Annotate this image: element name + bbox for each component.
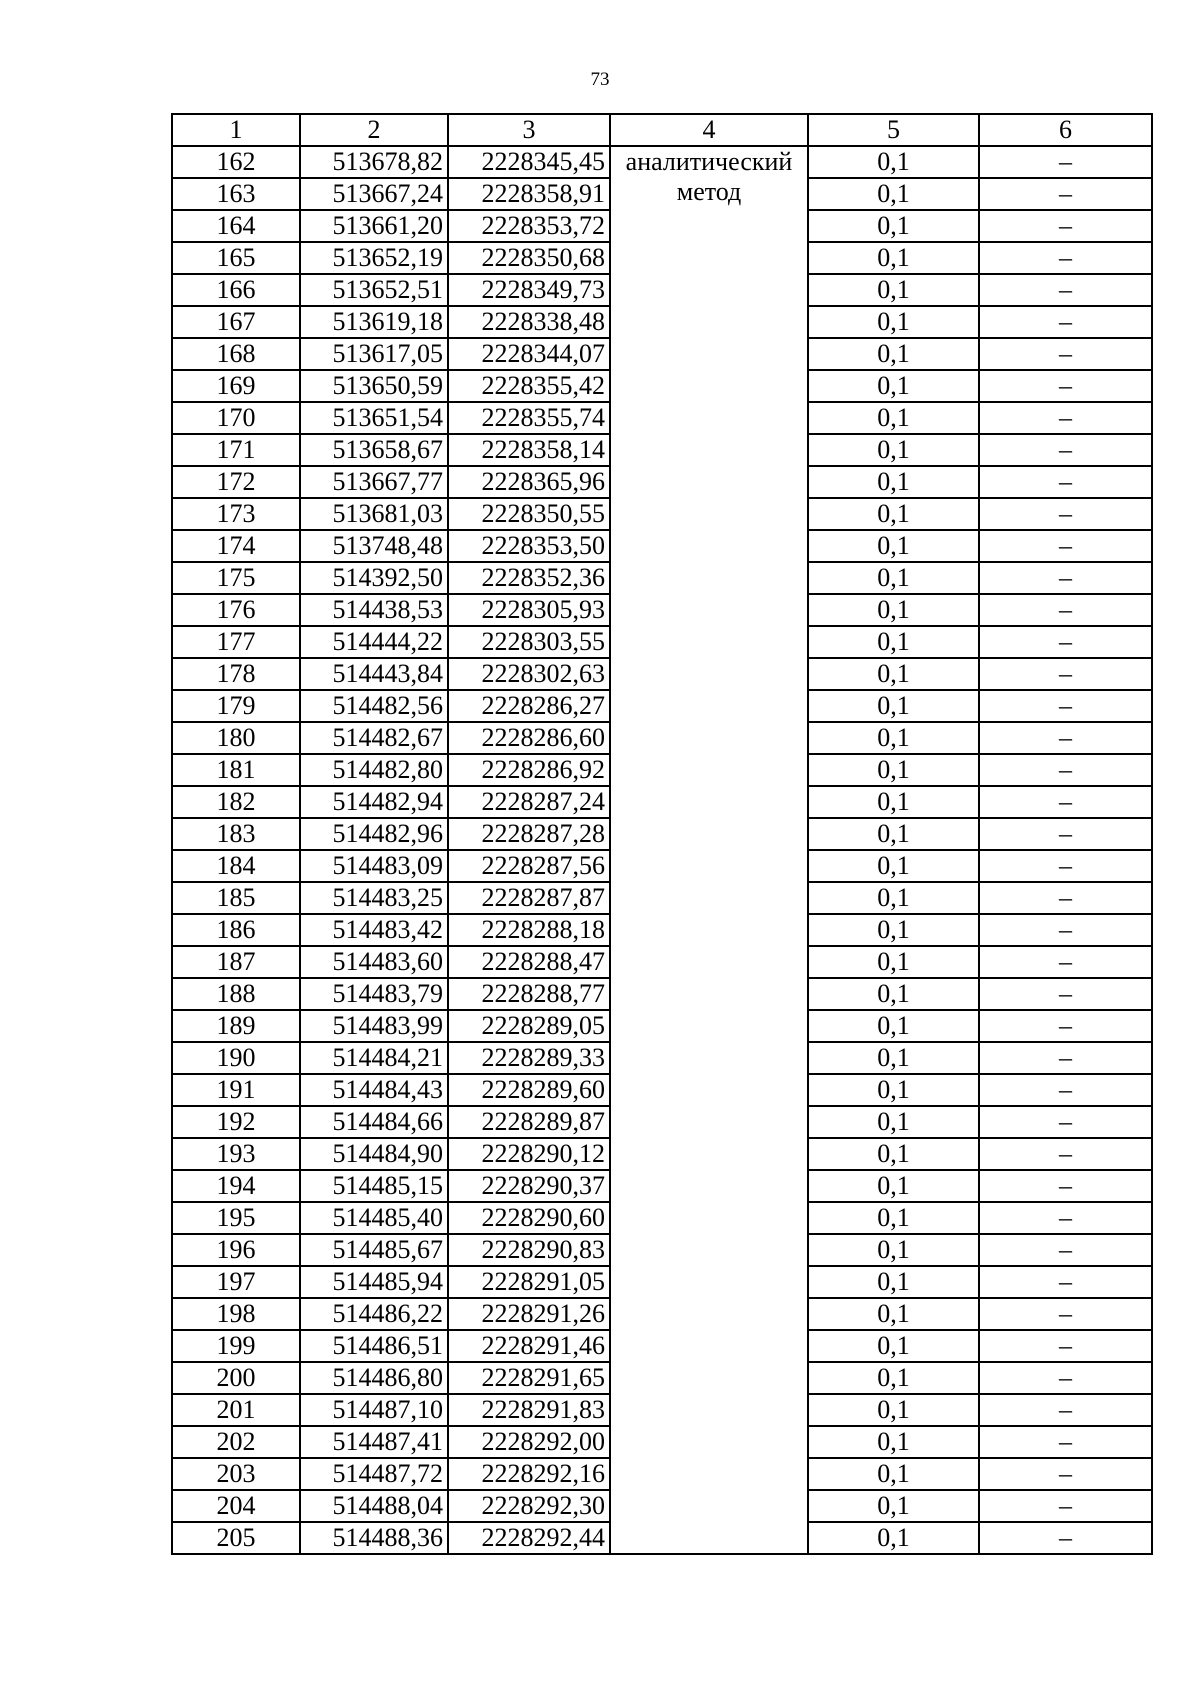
point-number-cell: 182	[172, 786, 300, 818]
dash-cell: –	[979, 1138, 1152, 1170]
x-coordinate-cell: 514482,96	[300, 818, 448, 850]
x-coordinate-cell: 514486,51	[300, 1330, 448, 1362]
accuracy-cell: 0,1	[808, 1394, 979, 1426]
x-coordinate-cell: 514483,79	[300, 978, 448, 1010]
point-number-cell: 178	[172, 658, 300, 690]
dash-cell: –	[979, 850, 1152, 882]
x-coordinate-cell: 514488,04	[300, 1490, 448, 1522]
dash-cell: –	[979, 1042, 1152, 1074]
y-coordinate-cell: 2228290,60	[448, 1202, 610, 1234]
x-coordinate-cell: 514484,90	[300, 1138, 448, 1170]
y-coordinate-cell: 2228355,74	[448, 402, 610, 434]
dash-cell: –	[979, 1362, 1152, 1394]
point-number-cell: 172	[172, 466, 300, 498]
y-coordinate-cell: 2228291,26	[448, 1298, 610, 1330]
x-coordinate-cell: 514483,09	[300, 850, 448, 882]
dash-cell: –	[979, 978, 1152, 1010]
dash-cell: –	[979, 786, 1152, 818]
y-coordinate-cell: 2228345,45	[448, 146, 610, 178]
accuracy-cell: 0,1	[808, 1074, 979, 1106]
y-coordinate-cell: 2228353,50	[448, 530, 610, 562]
y-coordinate-cell: 2228292,00	[448, 1426, 610, 1458]
column-header-1: 1	[172, 114, 300, 146]
accuracy-cell: 0,1	[808, 178, 979, 210]
column-header-2: 2	[300, 114, 448, 146]
method-label: аналитический метод	[625, 147, 793, 206]
page-number: 73	[590, 69, 610, 90]
x-coordinate-cell: 514392,50	[300, 562, 448, 594]
y-coordinate-cell: 2228288,77	[448, 978, 610, 1010]
dash-cell: –	[979, 1010, 1152, 1042]
table-body	[172, 146, 1152, 1554]
point-number-cell: 196	[172, 1234, 300, 1266]
accuracy-cell: 0,1	[808, 146, 979, 178]
dash-cell: –	[979, 402, 1152, 434]
dash-cell: –	[979, 466, 1152, 498]
accuracy-cell: 0,1	[808, 690, 979, 722]
dash-cell: –	[979, 882, 1152, 914]
accuracy-cell: 0,1	[808, 1042, 979, 1074]
point-number-cell: 175	[172, 562, 300, 594]
accuracy-cell: 0,1	[808, 1106, 979, 1138]
x-coordinate-cell: 514484,66	[300, 1106, 448, 1138]
x-coordinate-cell: 513651,54	[300, 402, 448, 434]
accuracy-cell: 0,1	[808, 1234, 979, 1266]
point-number-cell: 195	[172, 1202, 300, 1234]
point-number-cell: 162	[172, 146, 300, 178]
x-coordinate-cell: 514483,60	[300, 946, 448, 978]
y-coordinate-cell: 2228289,05	[448, 1010, 610, 1042]
point-number-cell: 194	[172, 1170, 300, 1202]
y-coordinate-cell: 2228287,24	[448, 786, 610, 818]
point-number-cell: 198	[172, 1298, 300, 1330]
point-number-cell: 167	[172, 306, 300, 338]
point-number-cell: 169	[172, 370, 300, 402]
accuracy-cell: 0,1	[808, 1170, 979, 1202]
accuracy-cell: 0,1	[808, 978, 979, 1010]
table-header	[172, 114, 1152, 146]
accuracy-cell: 0,1	[808, 818, 979, 850]
x-coordinate-cell: 514483,99	[300, 1010, 448, 1042]
y-coordinate-cell: 2228289,87	[448, 1106, 610, 1138]
dash-cell: –	[979, 1426, 1152, 1458]
coordinates-table	[171, 113, 1153, 1555]
point-number-cell: 188	[172, 978, 300, 1010]
dash-cell: –	[979, 1234, 1152, 1266]
point-number-cell: 204	[172, 1490, 300, 1522]
accuracy-cell: 0,1	[808, 210, 979, 242]
y-coordinate-cell: 2228287,87	[448, 882, 610, 914]
point-number-cell: 197	[172, 1266, 300, 1298]
column-header-4: 4	[610, 114, 808, 146]
accuracy-cell: 0,1	[808, 626, 979, 658]
dash-cell: –	[979, 562, 1152, 594]
accuracy-cell: 0,1	[808, 338, 979, 370]
x-coordinate-cell: 513748,48	[300, 530, 448, 562]
accuracy-cell: 0,1	[808, 754, 979, 786]
table-row	[172, 146, 1152, 178]
method-cell	[610, 146, 808, 1554]
dash-cell: –	[979, 242, 1152, 274]
y-coordinate-cell: 2228290,12	[448, 1138, 610, 1170]
accuracy-cell: 0,1	[808, 1490, 979, 1522]
x-coordinate-cell: 514485,40	[300, 1202, 448, 1234]
x-coordinate-cell: 513652,51	[300, 274, 448, 306]
x-coordinate-cell: 514484,43	[300, 1074, 448, 1106]
accuracy-cell: 0,1	[808, 1522, 979, 1554]
accuracy-cell: 0,1	[808, 1362, 979, 1394]
x-coordinate-cell: 514482,94	[300, 786, 448, 818]
point-number-cell: 199	[172, 1330, 300, 1362]
accuracy-cell: 0,1	[808, 882, 979, 914]
dash-cell: –	[979, 1074, 1152, 1106]
point-number-cell: 187	[172, 946, 300, 978]
y-coordinate-cell: 2228305,93	[448, 594, 610, 626]
accuracy-cell: 0,1	[808, 594, 979, 626]
y-coordinate-cell: 2228291,83	[448, 1394, 610, 1426]
x-coordinate-cell: 513652,19	[300, 242, 448, 274]
point-number-cell: 180	[172, 722, 300, 754]
x-coordinate-cell: 514487,10	[300, 1394, 448, 1426]
accuracy-cell: 0,1	[808, 1138, 979, 1170]
accuracy-cell: 0,1	[808, 562, 979, 594]
x-coordinate-cell: 514486,22	[300, 1298, 448, 1330]
x-coordinate-cell: 513619,18	[300, 306, 448, 338]
dash-cell: –	[979, 1490, 1152, 1522]
column-header-3: 3	[448, 114, 610, 146]
x-coordinate-cell: 514485,15	[300, 1170, 448, 1202]
dash-cell: –	[979, 498, 1152, 530]
accuracy-cell: 0,1	[808, 658, 979, 690]
dash-cell: –	[979, 1458, 1152, 1490]
x-coordinate-cell: 514486,80	[300, 1362, 448, 1394]
y-coordinate-cell: 2228358,14	[448, 434, 610, 466]
point-number-cell: 200	[172, 1362, 300, 1394]
x-coordinate-cell: 514444,22	[300, 626, 448, 658]
x-coordinate-cell: 513661,20	[300, 210, 448, 242]
dash-cell: –	[979, 1266, 1152, 1298]
x-coordinate-cell: 513678,82	[300, 146, 448, 178]
accuracy-cell: 0,1	[808, 722, 979, 754]
point-number-cell: 201	[172, 1394, 300, 1426]
x-coordinate-cell: 514483,42	[300, 914, 448, 946]
y-coordinate-cell: 2228352,36	[448, 562, 610, 594]
y-coordinate-cell: 2228350,55	[448, 498, 610, 530]
x-coordinate-cell: 514484,21	[300, 1042, 448, 1074]
x-coordinate-cell: 514487,41	[300, 1426, 448, 1458]
point-number-cell: 190	[172, 1042, 300, 1074]
dash-cell: –	[979, 338, 1152, 370]
accuracy-cell: 0,1	[808, 1298, 979, 1330]
dash-cell: –	[979, 370, 1152, 402]
y-coordinate-cell: 2228286,27	[448, 690, 610, 722]
y-coordinate-cell: 2228358,91	[448, 178, 610, 210]
accuracy-cell: 0,1	[808, 1202, 979, 1234]
accuracy-cell: 0,1	[808, 1426, 979, 1458]
point-number-cell: 193	[172, 1138, 300, 1170]
accuracy-cell: 0,1	[808, 1266, 979, 1298]
x-coordinate-cell: 514482,80	[300, 754, 448, 786]
y-coordinate-cell: 2228292,44	[448, 1522, 610, 1554]
point-number-cell: 171	[172, 434, 300, 466]
accuracy-cell: 0,1	[808, 370, 979, 402]
y-coordinate-cell: 2228338,48	[448, 306, 610, 338]
accuracy-cell: 0,1	[808, 530, 979, 562]
dash-cell: –	[979, 274, 1152, 306]
header-row	[172, 114, 1152, 146]
accuracy-cell: 0,1	[808, 946, 979, 978]
point-number-cell: 168	[172, 338, 300, 370]
x-coordinate-cell: 513650,59	[300, 370, 448, 402]
dash-cell: –	[979, 178, 1152, 210]
accuracy-cell: 0,1	[808, 914, 979, 946]
y-coordinate-cell: 2228291,65	[448, 1362, 610, 1394]
y-coordinate-cell: 2228344,07	[448, 338, 610, 370]
y-coordinate-cell: 2228289,33	[448, 1042, 610, 1074]
y-coordinate-cell: 2228287,56	[448, 850, 610, 882]
point-number-cell: 186	[172, 914, 300, 946]
dash-cell: –	[979, 1202, 1152, 1234]
point-number-cell: 181	[172, 754, 300, 786]
accuracy-cell: 0,1	[808, 434, 979, 466]
x-coordinate-cell: 514485,94	[300, 1266, 448, 1298]
point-number-cell: 205	[172, 1522, 300, 1554]
x-coordinate-cell: 513667,24	[300, 178, 448, 210]
column-header-5: 5	[808, 114, 979, 146]
accuracy-cell: 0,1	[808, 466, 979, 498]
y-coordinate-cell: 2228302,63	[448, 658, 610, 690]
dash-cell: –	[979, 594, 1152, 626]
point-number-cell: 176	[172, 594, 300, 626]
accuracy-cell: 0,1	[808, 1458, 979, 1490]
dash-cell: –	[979, 530, 1152, 562]
point-number-cell: 166	[172, 274, 300, 306]
y-coordinate-cell: 2228365,96	[448, 466, 610, 498]
dash-cell: –	[979, 914, 1152, 946]
dash-cell: –	[979, 1394, 1152, 1426]
point-number-cell: 203	[172, 1458, 300, 1490]
y-coordinate-cell: 2228303,55	[448, 626, 610, 658]
point-number-cell: 173	[172, 498, 300, 530]
y-coordinate-cell: 2228291,46	[448, 1330, 610, 1362]
point-number-cell: 183	[172, 818, 300, 850]
accuracy-cell: 0,1	[808, 850, 979, 882]
x-coordinate-cell: 514488,36	[300, 1522, 448, 1554]
point-number-cell: 189	[172, 1010, 300, 1042]
x-coordinate-cell: 513681,03	[300, 498, 448, 530]
x-coordinate-cell: 514438,53	[300, 594, 448, 626]
y-coordinate-cell: 2228353,72	[448, 210, 610, 242]
dash-cell: –	[979, 754, 1152, 786]
y-coordinate-cell: 2228290,37	[448, 1170, 610, 1202]
point-number-cell: 179	[172, 690, 300, 722]
y-coordinate-cell: 2228291,05	[448, 1266, 610, 1298]
y-coordinate-cell: 2228355,42	[448, 370, 610, 402]
accuracy-cell: 0,1	[808, 274, 979, 306]
accuracy-cell: 0,1	[808, 1330, 979, 1362]
point-number-cell: 191	[172, 1074, 300, 1106]
y-coordinate-cell: 2228292,30	[448, 1490, 610, 1522]
point-number-cell: 192	[172, 1106, 300, 1138]
x-coordinate-cell: 513617,05	[300, 338, 448, 370]
accuracy-cell: 0,1	[808, 306, 979, 338]
accuracy-cell: 0,1	[808, 402, 979, 434]
x-coordinate-cell: 513658,67	[300, 434, 448, 466]
point-number-cell: 202	[172, 1426, 300, 1458]
y-coordinate-cell: 2228288,47	[448, 946, 610, 978]
y-coordinate-cell: 2228286,60	[448, 722, 610, 754]
dash-cell: –	[979, 690, 1152, 722]
point-number-cell: 170	[172, 402, 300, 434]
x-coordinate-cell: 514482,56	[300, 690, 448, 722]
accuracy-cell: 0,1	[808, 242, 979, 274]
dash-cell: –	[979, 210, 1152, 242]
x-coordinate-cell: 514485,67	[300, 1234, 448, 1266]
x-coordinate-cell: 513667,77	[300, 466, 448, 498]
dash-cell: –	[979, 1522, 1152, 1554]
dash-cell: –	[979, 946, 1152, 978]
point-number-cell: 174	[172, 530, 300, 562]
point-number-cell: 177	[172, 626, 300, 658]
dash-cell: –	[979, 146, 1152, 178]
y-coordinate-cell: 2228287,28	[448, 818, 610, 850]
dash-cell: –	[979, 818, 1152, 850]
y-coordinate-cell: 2228349,73	[448, 274, 610, 306]
dash-cell: –	[979, 306, 1152, 338]
accuracy-cell: 0,1	[808, 786, 979, 818]
x-coordinate-cell: 514487,72	[300, 1458, 448, 1490]
x-coordinate-cell: 514482,67	[300, 722, 448, 754]
column-header-6: 6	[979, 114, 1152, 146]
y-coordinate-cell: 2228350,68	[448, 242, 610, 274]
y-coordinate-cell: 2228286,92	[448, 754, 610, 786]
dash-cell: –	[979, 1330, 1152, 1362]
x-coordinate-cell: 514443,84	[300, 658, 448, 690]
x-coordinate-cell: 514483,25	[300, 882, 448, 914]
y-coordinate-cell: 2228288,18	[448, 914, 610, 946]
y-coordinate-cell: 2228290,83	[448, 1234, 610, 1266]
dash-cell: –	[979, 722, 1152, 754]
point-number-cell: 164	[172, 210, 300, 242]
dash-cell: –	[979, 658, 1152, 690]
accuracy-cell: 0,1	[808, 498, 979, 530]
dash-cell: –	[979, 434, 1152, 466]
point-number-cell: 184	[172, 850, 300, 882]
point-number-cell: 163	[172, 178, 300, 210]
point-number-cell: 165	[172, 242, 300, 274]
dash-cell: –	[979, 1106, 1152, 1138]
y-coordinate-cell: 2228289,60	[448, 1074, 610, 1106]
dash-cell: –	[979, 1298, 1152, 1330]
accuracy-cell: 0,1	[808, 1010, 979, 1042]
dash-cell: –	[979, 626, 1152, 658]
dash-cell: –	[979, 1170, 1152, 1202]
y-coordinate-cell: 2228292,16	[448, 1458, 610, 1490]
point-number-cell: 185	[172, 882, 300, 914]
